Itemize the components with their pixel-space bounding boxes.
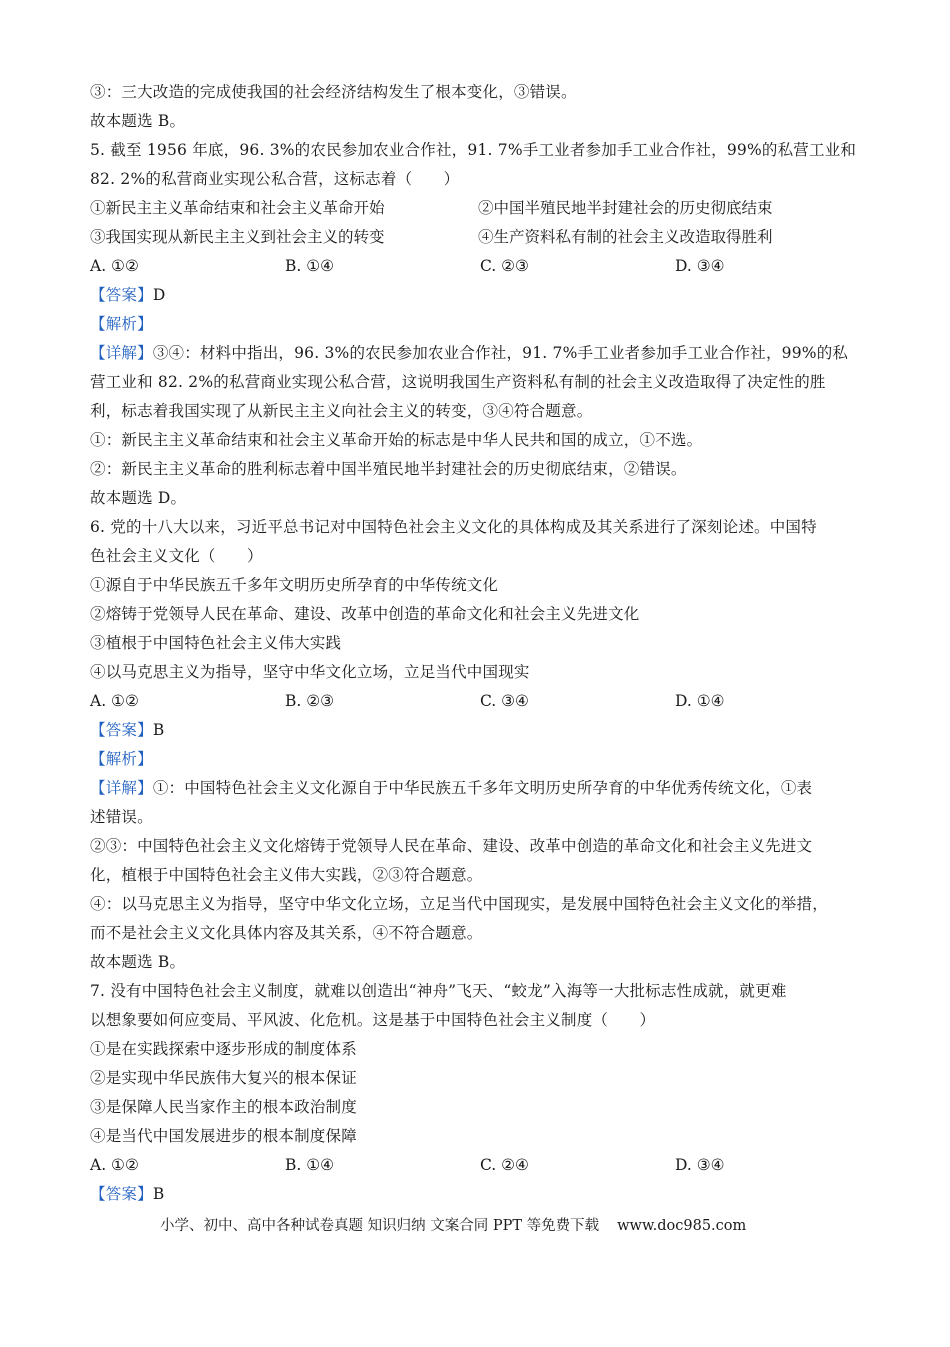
detail-text: ③④：材料中指出，96. 3%的农民参加农业合作社，91. 7%手工业者参加手工业合作社，99%的私 bbox=[152, 344, 849, 362]
choice-c: C. ③④ bbox=[480, 692, 529, 710]
question-5-choices bbox=[90, 252, 872, 281]
choice-d: D. ①④ bbox=[675, 692, 725, 710]
detail-line: ①：新民主主义革命结束和社会主义革命开始的标志是中华人民共和国的成立，①不选。 bbox=[90, 431, 703, 449]
choice-c: C. ②④ bbox=[480, 1156, 529, 1174]
statement: ④以马克思主义为指导，坚守中华文化立场，立足当代中国现实 bbox=[90, 663, 530, 681]
statement: ②熔铸于党领导人民在革命、建设、改革中创造的革命文化和社会主义先进文化 bbox=[90, 605, 640, 623]
detail-tag: 【详解】 bbox=[90, 779, 153, 797]
question-5-stem: 5. 截至 1956 年底，96. 3%的农民参加农业合作社，91. 7%手工业者参加手工业合作社，99%的私营工业和 bbox=[90, 141, 857, 159]
statement: ①源自于中华民族五千多年文明历史所孕育的中华传统文化 bbox=[90, 576, 499, 594]
statement: ①是在实践探索中逐步形成的制度体系 bbox=[90, 1040, 357, 1058]
question-7-stem: 7. 没有中国特色社会主义制度，就难以创造出“神舟”飞天、“蛟龙”入海等一大批标志性成就，就更难 bbox=[90, 982, 787, 1000]
analysis-line bbox=[90, 745, 872, 774]
answer-value: B bbox=[152, 1185, 165, 1203]
statement: ④生产资料私有制的社会主义改造取得胜利 bbox=[478, 228, 773, 246]
footer-site-link[interactable]: www.doc985.com bbox=[617, 1218, 747, 1234]
detail-line: 故本题选 B。 bbox=[90, 953, 186, 971]
text-line: 故本题选 B。 bbox=[90, 112, 186, 130]
statement: ③我国实现从新民主主义到社会主义的转变 bbox=[90, 228, 385, 246]
analysis-tag: 【解析】 bbox=[90, 315, 153, 333]
answer-value: D bbox=[152, 286, 166, 304]
answer-line bbox=[90, 716, 872, 745]
detail-text: ①：中国特色社会主义文化源自于中华民族五千多年文明历史所孕育的中华优秀传统文化，①表 bbox=[152, 779, 813, 797]
detail-line: 化，植根于中国特色社会主义伟大实践，②③符合题意。 bbox=[90, 866, 483, 884]
answer-tag: 【答案】 bbox=[90, 721, 153, 739]
statement: ①新民主主义革命结束和社会主义革命开始 bbox=[90, 199, 385, 217]
page-footer bbox=[160, 1213, 746, 1239]
choice-d: D. ③④ bbox=[675, 1156, 725, 1174]
question-7-choices bbox=[90, 1151, 872, 1180]
question-6-choices bbox=[90, 687, 872, 716]
detail-line: 营工业和 82. 2%的私营商业实现公私合营，这说明我国生产资料私有制的社会主义改造取得了决定性的胜 bbox=[90, 373, 826, 391]
answer-tag: 【答案】 bbox=[90, 286, 153, 304]
statement: ③植根于中国特色社会主义伟大实践 bbox=[90, 634, 342, 652]
choice-b: B. ①④ bbox=[285, 257, 335, 275]
text-line: ③：三大改造的完成使我国的社会经济结构发生了根本变化，③错误。 bbox=[90, 83, 577, 101]
detail-tag: 【详解】 bbox=[90, 344, 153, 362]
detail-line: 述错误。 bbox=[90, 808, 153, 826]
detail-line bbox=[90, 774, 872, 803]
analysis-line bbox=[90, 310, 872, 339]
question-5-statements bbox=[90, 194, 872, 223]
detail-line: ②：新民主主义革命的胜利标志着中国半殖民地半封建社会的历史彻底结束，②错误。 bbox=[90, 460, 687, 478]
choice-a: A. ①② bbox=[90, 1156, 139, 1174]
detail-line: 利，标志着我国实现了从新民主主义向社会主义的转变，③④符合题意。 bbox=[90, 402, 593, 420]
choice-a: A. ①② bbox=[90, 692, 139, 710]
statement: ②中国半殖民地半封建社会的历史彻底结束 bbox=[478, 199, 773, 217]
answer-tag: 【答案】 bbox=[90, 1185, 153, 1203]
detail-line: 而不是社会主义文化具体内容及其关系，④不符合题意。 bbox=[90, 924, 483, 942]
detail-line bbox=[90, 339, 872, 368]
choice-b: B. ②③ bbox=[285, 692, 335, 710]
choice-c: C. ②③ bbox=[480, 257, 529, 275]
answer-line bbox=[90, 1180, 872, 1209]
choice-a: A. ①② bbox=[90, 257, 139, 275]
question-6-stem: 色社会主义文化（ ） bbox=[90, 547, 263, 565]
choice-d: D. ③④ bbox=[675, 257, 725, 275]
statement: ②是实现中华民族伟大复兴的根本保证 bbox=[90, 1069, 357, 1087]
question-6-stem: 6. 党的十八大以来，习近平总书记对中国特色社会主义文化的具体构成及其关系进行了深刻论述。中国特 bbox=[90, 518, 817, 536]
answer-line bbox=[90, 281, 872, 310]
detail-line: ②③：中国特色社会主义文化熔铸于党领导人民在革命、建设、改革中创造的革命文化和社会主义先进文 bbox=[90, 837, 813, 855]
document-body bbox=[90, 78, 872, 1209]
choice-b: B. ①④ bbox=[285, 1156, 335, 1174]
question-5-statements bbox=[90, 223, 872, 252]
statement: ③是保障人民当家作主的根本政治制度 bbox=[90, 1098, 357, 1116]
question-5-stem: 82. 2%的私营商业实现公私合营，这标志着（ ） bbox=[90, 170, 460, 188]
footer-text: 小学、初中、高中各种试卷真题 知识归纳 文案合同 PPT 等免费下载 bbox=[160, 1218, 600, 1234]
statement: ④是当代中国发展进步的根本制度保障 bbox=[90, 1127, 357, 1145]
answer-value: B bbox=[152, 721, 165, 739]
detail-line: 故本题选 D。 bbox=[90, 489, 187, 507]
detail-line: ④：以马克思主义为指导，坚守中华文化立场，立足当代中国现实，是发展中国特色社会主义文化的举措， bbox=[90, 895, 828, 913]
analysis-tag: 【解析】 bbox=[90, 750, 153, 768]
question-7-stem: 以想象要如何应变局、平风波、化危机。这是基于中国特色社会主义制度（ ） bbox=[90, 1011, 656, 1029]
